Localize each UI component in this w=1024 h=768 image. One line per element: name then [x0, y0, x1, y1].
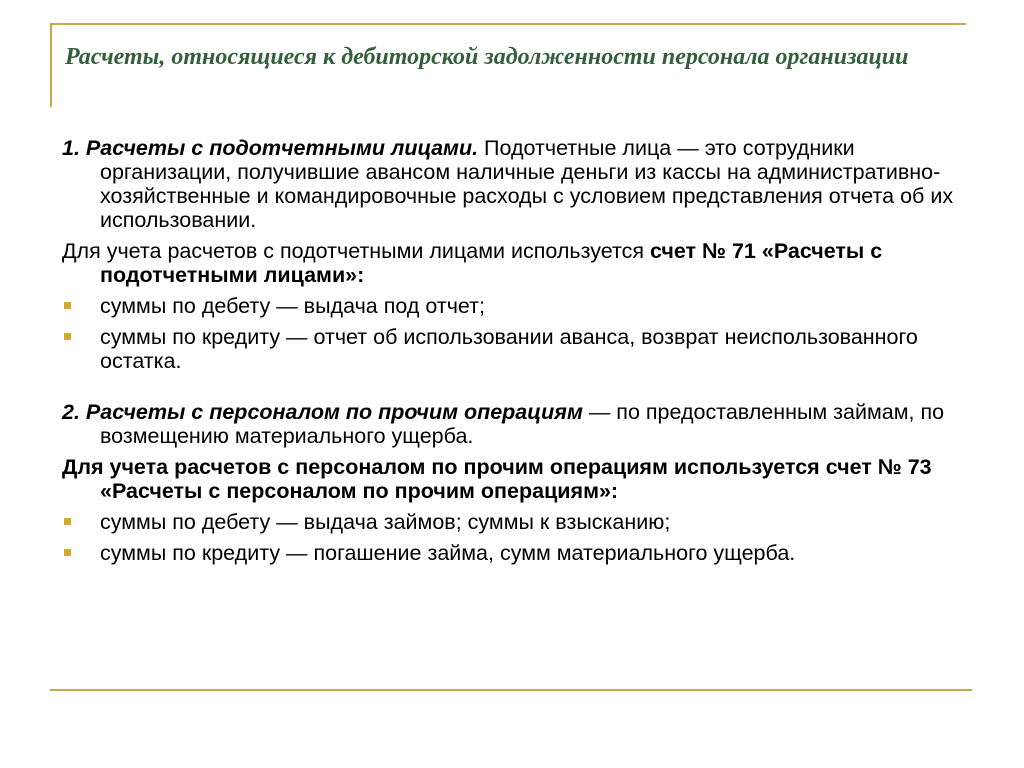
- side-rule: [50, 23, 52, 107]
- slide-title: Расчеты, относящиеся к дебиторской задолженности персонала организации: [65, 44, 909, 70]
- section1-paragraph: [62, 136, 967, 232]
- section1-heading: 1. Расчеты с подотчетными лицами.: [62, 136, 479, 160]
- bottom-rule: [50, 689, 972, 691]
- section1-account-paragraph: [62, 239, 967, 287]
- list-item: [62, 325, 967, 373]
- section2-account-paragraph: [62, 455, 967, 503]
- list-item: [62, 294, 967, 318]
- section2-account-intro: Для учета расчетов с персоналом по прочим операциям используется счет № 73 «Расчеты с персоналом по прочим операциям»:: [62, 455, 932, 503]
- section2-paragraph: [62, 400, 967, 448]
- section1-text: Подотчетные лица — это сотрудники организации, получившие авансом наличные деньги из кассы на административно-хозяйственные и командировочные расходы с условием представления отчета об их использовании.: [100, 136, 954, 232]
- bullet-text: суммы по кредиту — отчет об использовании аванса, возврат неиспользованного остатка.: [100, 325, 918, 373]
- list-item: [62, 541, 967, 565]
- section1-account-intro: Для учета расчетов с подотчетными лицами используется: [62, 239, 650, 263]
- top-rule: [50, 23, 966, 25]
- section1-account-name: счет № 71 «Расчеты с подотчетными лицами»:: [100, 239, 883, 287]
- list-item: [62, 510, 967, 534]
- bullet-text: суммы по дебету — выдача займов; суммы к взысканию;: [100, 510, 671, 534]
- bullet-text: суммы по кредиту — погашение займа, сумм материального ущерба.: [100, 541, 796, 565]
- section2-heading: 2. Расчеты с персоналом по прочим операциям: [62, 400, 583, 424]
- square-bullet-icon: [64, 549, 71, 556]
- square-bullet-icon: [64, 333, 71, 340]
- section2-text: — по предоставленным займам, по возмещению материального ущерба.: [100, 400, 945, 448]
- slide-content: [62, 136, 967, 572]
- square-bullet-icon: [64, 302, 71, 309]
- bullet-text: суммы по дебету — выдача под отчет;: [100, 294, 485, 318]
- square-bullet-icon: [64, 518, 71, 525]
